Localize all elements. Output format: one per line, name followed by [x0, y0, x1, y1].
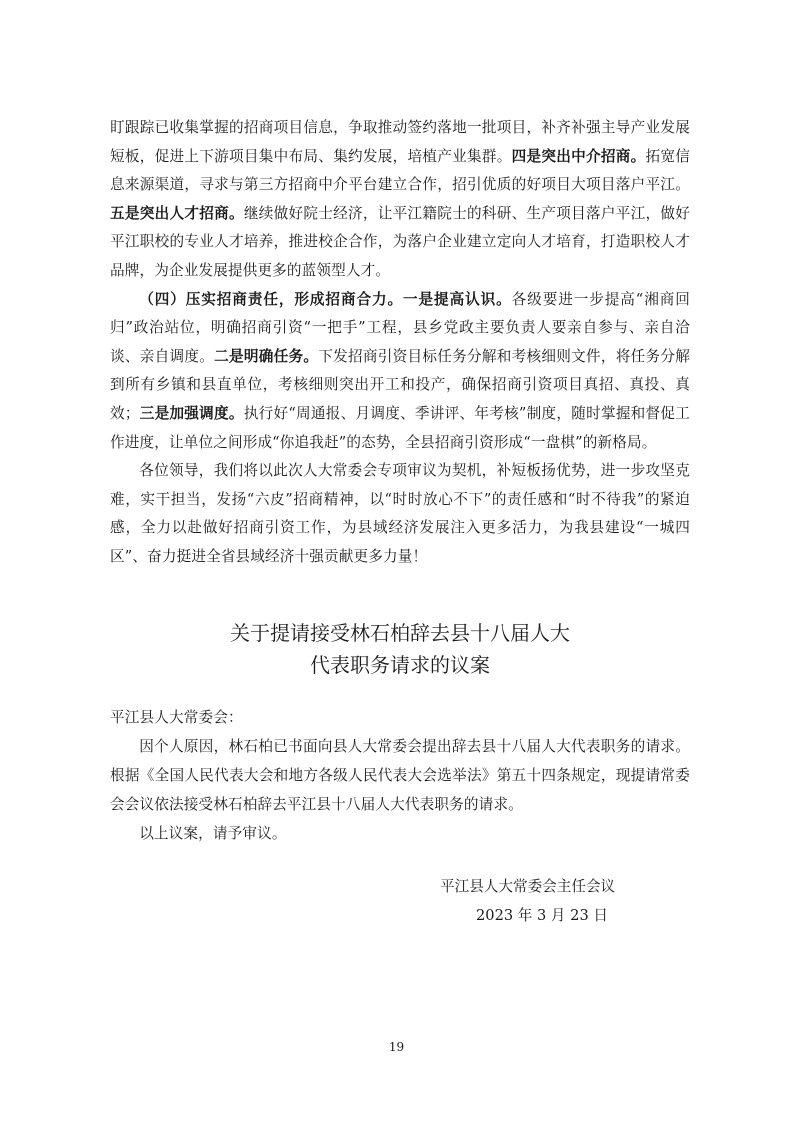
- signature-date: 2023 年 3 月 23 日: [476, 907, 608, 924]
- para2-seg-6: 执行好“周通报、月调度、季讲评、年考核”制度，随时掌握和督促工作进度，让单位之间形成“你追我赶”的态势，全县招商引资形成“一盘棋”的新格局。: [110, 404, 690, 451]
- proposal-title-line1: 关于提请接受林石柏辞去县十八届人大: [230, 621, 570, 645]
- proposal-title-line2: 代表职务请求的议案: [310, 653, 490, 677]
- para2-heading-awareness: 一是提高认识。: [403, 290, 512, 308]
- signature-block: [440, 872, 700, 930]
- signature-org: 平江县人大常委会主任会议: [440, 878, 616, 895]
- report-paragraph-conclusion: 各位领导，我们将以此次人大常委会专项审议为契机，补短板扬优势，进一步攻坚克难，实干担当，发扬“六皮”招商精神，以“时时放心不下”的责任感和“时不待我”的紧迫感，全力以赴做好招商引资工作，为县域经济发展注入更多活力，为我县建设“一城四区”、奋力挺进全省县域经济十强贡献更多力量！: [110, 462, 690, 565]
- para1-seg-2: 拓宽信息来源渠道，寻求与第三方招商中介平台建立合作，招引优质的好项目大项目落户平江。: [110, 147, 690, 194]
- para2-seg-2: 各级要进一步提高“湘商回归”政治站位，明确招商引资“一把手”工程，县乡党政主要负责人要亲自参与、亲自洽谈、亲自调度。: [110, 290, 690, 365]
- report-paragraph-responsibility: [110, 286, 690, 458]
- para1-seg-0: 盯跟踪已收集掌握的招商项目信息，争取推动签约落地一批项目，补齐补强主导产业发展短板，促进上下游项目集中布局、集约发展，培植产业集群。: [110, 119, 690, 165]
- page-number: 19: [388, 1040, 405, 1054]
- para1-heading-talent: 五是突出人才招商。: [110, 204, 244, 222]
- proposal-title: [110, 617, 690, 681]
- proposal-body: [110, 703, 690, 848]
- report-paragraph-continuation: [110, 114, 690, 286]
- para1-seg-4: 继续做好院士经济，让平江籍院士的科研、生产项目落户平江，做好平江职校的专业人才培养，推进校企合作，为落户企业建立定向人才培育，打造职校人才品牌，为企业发展提供更多的蓝领型人才。: [110, 204, 690, 279]
- proposal-closing: 以上议案，请予审议。: [139, 825, 287, 842]
- section-heading-four: （四）压实招商责任，形成招商合力。: [139, 290, 404, 308]
- report-text: [110, 114, 690, 572]
- para2-seg-4: 下发招商引资目标任务分解和考核细则文件，将任务分解到所有乡镇和县直单位，考核细则突出开工和投产，确保招商引资项目真招、真投、真效；: [110, 347, 690, 422]
- para1-heading-intermediary: 四是突出中介招商。: [511, 147, 646, 165]
- proposal-paragraph: 因个人原因，林石柏已书面向县人大常委会提出辞去县十八届人大代表职务的请求。根据《全国人民代表大会和地方各级人民代表大会选举法》第五十四条规定，现提请常委会会议依法接受林石柏辞去平江县十八届人大代表职务的请求。: [110, 738, 690, 813]
- para2-heading-tasks: 二是明确任务。: [214, 347, 319, 365]
- proposal-salutation: 平江县人大常委会：: [110, 709, 243, 726]
- para2-heading-dispatch: 三是加强调度。: [139, 404, 244, 422]
